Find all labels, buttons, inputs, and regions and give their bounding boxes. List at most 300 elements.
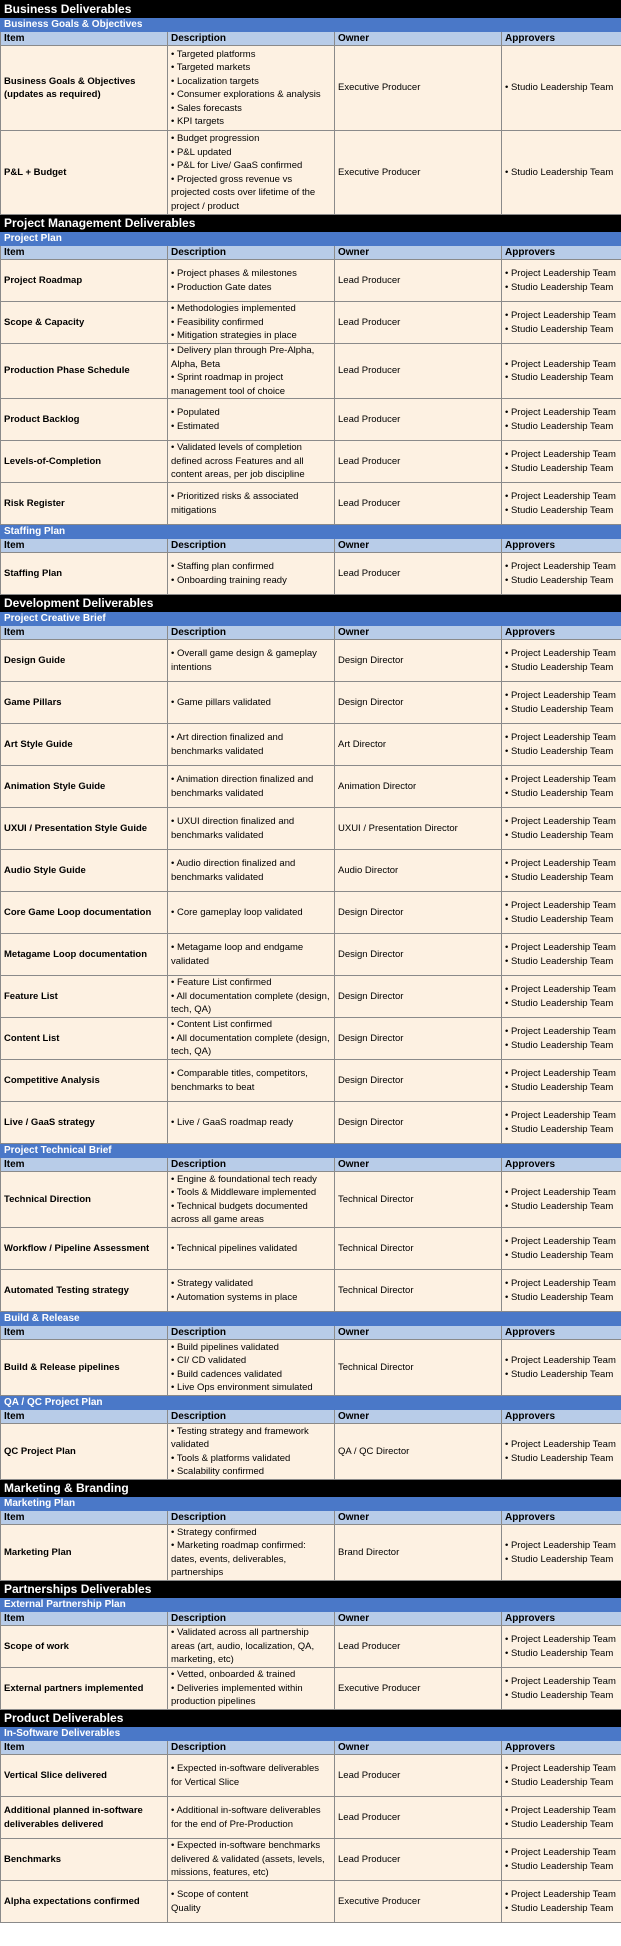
table-row: [1, 850, 621, 892]
owner-cell: Art Director: [335, 724, 502, 766]
approvers-cell: [502, 483, 621, 525]
table-row: [1, 399, 621, 441]
description-cell: [168, 260, 335, 302]
column-header-row: [1, 626, 621, 640]
item-cell: Content List: [1, 1018, 168, 1060]
description-cell: [168, 1626, 335, 1668]
subsection-title: QA / QC Project Plan: [1, 1396, 621, 1410]
owner-cell: Technical Director: [335, 1228, 502, 1270]
owner-cell: Technical Director: [335, 1340, 502, 1396]
approver-bullet: • Studio Leadership Team: [505, 281, 618, 295]
approver-bullet: • Project Leadership Team: [505, 1109, 618, 1123]
approver-bullet: • Project Leadership Team: [505, 1235, 618, 1249]
item-cell: Production Phase Schedule: [1, 344, 168, 399]
item-cell: P&L + Budget: [1, 131, 168, 215]
description-bullet: • Estimated: [171, 420, 331, 434]
subsection-title: External Partnership Plan: [1, 1598, 621, 1612]
table-row: [1, 1668, 621, 1710]
column-header-approvers: Approvers: [502, 32, 621, 46]
subsection-header-row: [1, 612, 621, 626]
owner-cell: Technical Director: [335, 1270, 502, 1312]
approver-bullet: • Studio Leadership Team: [505, 1452, 618, 1466]
table-row: [1, 808, 621, 850]
subsection-title: Project Creative Brief: [1, 612, 621, 626]
column-header-approvers: Approvers: [502, 626, 621, 640]
column-header-description: Description: [168, 626, 335, 640]
approver-bullet: • Studio Leadership Team: [505, 1776, 618, 1790]
approver-bullet: • Studio Leadership Team: [505, 574, 618, 588]
description-bullet: • All documentation complete (design, tech, QA): [171, 1032, 331, 1059]
description-bullet: • Scope of content: [171, 1888, 331, 1902]
column-header-approvers: Approvers: [502, 1326, 621, 1340]
approver-bullet: • Studio Leadership Team: [505, 829, 618, 843]
approver-bullet: • Studio Leadership Team: [505, 955, 618, 969]
subsection-header-row: [1, 1396, 621, 1410]
description-bullet: • Core gameplay loop validated: [171, 906, 331, 920]
column-header-description: Description: [168, 1158, 335, 1172]
column-header-owner: Owner: [335, 1511, 502, 1525]
description-bullet: • Production Gate dates: [171, 281, 331, 295]
approver-bullet: • Project Leadership Team: [505, 1633, 618, 1647]
description-cell: [168, 1172, 335, 1228]
table-row: [1, 260, 621, 302]
description-bullet: • Tools & platforms validated: [171, 1452, 331, 1466]
subsection-header-row: [1, 232, 621, 246]
table-row: [1, 724, 621, 766]
approver-bullet: • Studio Leadership Team: [505, 1902, 618, 1916]
section-header-row: [1, 595, 621, 612]
description-bullet: • Targeted markets: [171, 61, 331, 75]
column-header-row: [1, 1326, 621, 1340]
description-cell: [168, 1525, 335, 1581]
table-row: [1, 1797, 621, 1839]
table-row: [1, 441, 621, 483]
approver-bullet: • Project Leadership Team: [505, 899, 618, 913]
approver-bullet: • Project Leadership Team: [505, 358, 618, 372]
item-cell: Project Roadmap: [1, 260, 168, 302]
approver-bullet: • Project Leadership Team: [505, 1067, 618, 1081]
description-bullet: • P&L updated: [171, 146, 331, 160]
approvers-cell: [502, 808, 621, 850]
approver-bullet: • Project Leadership Team: [505, 647, 618, 661]
approver-bullet: • Studio Leadership Team: [505, 1081, 618, 1095]
item-cell: Core Game Loop documentation: [1, 892, 168, 934]
description-cell: [168, 344, 335, 399]
column-header-description: Description: [168, 1410, 335, 1424]
description-bullet: • Validated across all partnership areas (art, audio, localization, QA, marketing, etc): [171, 1626, 331, 1667]
column-header-owner: Owner: [335, 539, 502, 553]
approver-bullet: • Project Leadership Team: [505, 1804, 618, 1818]
subsection-title: Marketing Plan: [1, 1497, 621, 1511]
item-cell: Marketing Plan: [1, 1525, 168, 1581]
owner-cell: Animation Director: [335, 766, 502, 808]
item-cell: Staffing Plan: [1, 553, 168, 595]
approver-bullet: • Studio Leadership Team: [505, 913, 618, 927]
column-header-item: Item: [1, 246, 168, 260]
column-header-approvers: Approvers: [502, 1410, 621, 1424]
approver-bullet: • Project Leadership Team: [505, 490, 618, 504]
column-header-owner: Owner: [335, 1158, 502, 1172]
owner-cell: Lead Producer: [335, 399, 502, 441]
approver-bullet: • Studio Leadership Team: [505, 1291, 618, 1305]
approver-bullet: • Project Leadership Team: [505, 1354, 618, 1368]
owner-cell: Design Director: [335, 1060, 502, 1102]
owner-cell: Lead Producer: [335, 483, 502, 525]
section-header-row: [1, 1710, 621, 1727]
approver-bullet: • Studio Leadership Team: [505, 323, 618, 337]
description-bullet: • Expected in-software deliverables for Vertical Slice: [171, 1762, 331, 1789]
section-header-row: [1, 1480, 621, 1497]
description-bullet: • KPI targets: [171, 115, 331, 129]
column-header-row: [1, 1612, 621, 1626]
description-bullet: • Feasibility confirmed: [171, 316, 331, 330]
approver-bullet: • Studio Leadership Team: [505, 1039, 618, 1053]
approver-bullet: • Project Leadership Team: [505, 309, 618, 323]
description-bullet: • Scalability confirmed: [171, 1465, 331, 1479]
description-bullet: • Build pipelines validated: [171, 1341, 331, 1355]
description-bullet: • Sales forecasts: [171, 102, 331, 116]
owner-cell: Executive Producer: [335, 46, 502, 131]
owner-cell: UXUI / Presentation Director: [335, 808, 502, 850]
item-cell: Art Style Guide: [1, 724, 168, 766]
table-row: [1, 766, 621, 808]
approver-bullet: • Studio Leadership Team: [505, 420, 618, 434]
approver-bullet: • Studio Leadership Team: [505, 997, 618, 1011]
approvers-cell: [502, 1102, 621, 1144]
description-cell: [168, 302, 335, 344]
column-header-description: Description: [168, 539, 335, 553]
approver-bullet: • Project Leadership Team: [505, 267, 618, 281]
description-cell: [168, 682, 335, 724]
description-bullet: • Project phases & milestones: [171, 267, 331, 281]
column-header-description: Description: [168, 1326, 335, 1340]
table-row: [1, 1228, 621, 1270]
approver-bullet: • Project Leadership Team: [505, 983, 618, 997]
description-cell: [168, 724, 335, 766]
approvers-cell: [502, 640, 621, 682]
column-header-description: Description: [168, 32, 335, 46]
description-cell: [168, 553, 335, 595]
subsection-header-row: [1, 18, 621, 32]
approvers-cell: [502, 1881, 621, 1923]
approver-bullet: • Project Leadership Team: [505, 1186, 618, 1200]
column-header-approvers: Approvers: [502, 539, 621, 553]
column-header-row: [1, 1158, 621, 1172]
table-row: [1, 344, 621, 399]
column-header-row: [1, 539, 621, 553]
item-cell: Game Pillars: [1, 682, 168, 724]
description-bullet: • P&L for Live/ GaaS confirmed: [171, 159, 331, 173]
description-cell: [168, 1797, 335, 1839]
approver-bullet: • Project Leadership Team: [505, 1675, 618, 1689]
item-cell: Levels-of-Completion: [1, 441, 168, 483]
approver-bullet: • Studio Leadership Team: [505, 1860, 618, 1874]
description-bullet: • Comparable titles, competitors, benchmarks to beat: [171, 1067, 331, 1094]
approvers-cell: [502, 344, 621, 399]
approver-bullet: • Project Leadership Team: [505, 1888, 618, 1902]
subsection-header-row: [1, 1598, 621, 1612]
column-header-row: [1, 1511, 621, 1525]
description-bullet: • Engine & foundational tech ready: [171, 1173, 331, 1187]
description-cell: [168, 1881, 335, 1923]
table-row: [1, 640, 621, 682]
approver-bullet: • Project Leadership Team: [505, 731, 618, 745]
description-cell: [168, 1018, 335, 1060]
description-bullet: • Live / GaaS roadmap ready: [171, 1116, 331, 1130]
column-header-item: Item: [1, 626, 168, 640]
section-header-row: [1, 1, 621, 18]
approver-bullet: • Studio Leadership Team: [505, 504, 618, 518]
column-header-approvers: Approvers: [502, 1741, 621, 1755]
column-header-item: Item: [1, 1511, 168, 1525]
subsection-header-row: [1, 1497, 621, 1511]
description-bullet: • Consumer explorations & analysis: [171, 88, 331, 102]
description-cell: [168, 441, 335, 483]
approver-bullet: • Project Leadership Team: [505, 1025, 618, 1039]
owner-cell: Design Director: [335, 1102, 502, 1144]
owner-cell: Executive Producer: [335, 1668, 502, 1710]
approvers-cell: [502, 1060, 621, 1102]
owner-cell: Design Director: [335, 682, 502, 724]
approver-bullet: • Studio Leadership Team: [505, 1249, 618, 1263]
approvers-cell: [502, 553, 621, 595]
approvers-cell: [502, 682, 621, 724]
description-bullet: • Content List confirmed: [171, 1018, 331, 1032]
approvers-cell: [502, 260, 621, 302]
deliverables-table-body: [1, 1, 621, 1923]
description-cell: [168, 808, 335, 850]
item-cell: Competitive Analysis: [1, 1060, 168, 1102]
table-row: [1, 1018, 621, 1060]
column-header-row: [1, 1741, 621, 1755]
subsection-header-row: [1, 1312, 621, 1326]
description-bullet: • Populated: [171, 406, 331, 420]
table-row: [1, 1525, 621, 1581]
approvers-cell: [502, 302, 621, 344]
description-bullet: • Game pillars validated: [171, 696, 331, 710]
description-bullet: • Validated levels of completion defined across Features and all content areas, per job discipline: [171, 441, 331, 482]
approver-bullet: • Project Leadership Team: [505, 560, 618, 574]
description-bullet: • Strategy confirmed: [171, 1526, 331, 1540]
item-cell: Animation Style Guide: [1, 766, 168, 808]
item-cell: Risk Register: [1, 483, 168, 525]
approver-bullet: • Studio Leadership Team: [505, 661, 618, 675]
item-cell: Alpha expectations confirmed: [1, 1881, 168, 1923]
item-cell: Vertical Slice delivered: [1, 1755, 168, 1797]
column-header-item: Item: [1, 1741, 168, 1755]
approvers-cell: [502, 1228, 621, 1270]
description-cell: [168, 1270, 335, 1312]
column-header-description: Description: [168, 246, 335, 260]
description-bullet: • Sprint roadmap in project management tool of choice: [171, 371, 331, 398]
column-header-owner: Owner: [335, 1326, 502, 1340]
description-bullet: • CI/ CD validated: [171, 1354, 331, 1368]
approvers-cell: [502, 1270, 621, 1312]
description-cell: [168, 976, 335, 1018]
approvers-cell: [502, 1340, 621, 1396]
approver-bullet: • Project Leadership Team: [505, 773, 618, 787]
item-cell: Benchmarks: [1, 1839, 168, 1881]
column-header-row: [1, 1410, 621, 1424]
description-cell: [168, 483, 335, 525]
description-cell: [168, 934, 335, 976]
owner-cell: Lead Producer: [335, 1755, 502, 1797]
description-bullet: • All documentation complete (design, tech, QA): [171, 990, 331, 1017]
description-bullet: • Automation systems in place: [171, 1291, 331, 1305]
approver-bullet: • Studio Leadership Team: [505, 1818, 618, 1832]
item-cell: Business Goals & Objectives (updates as required): [1, 46, 168, 131]
approvers-cell: [502, 1626, 621, 1668]
table-row: [1, 976, 621, 1018]
approvers-cell: [502, 441, 621, 483]
column-header-item: Item: [1, 1410, 168, 1424]
approvers-cell: [502, 399, 621, 441]
approver-bullet: • Project Leadership Team: [505, 1539, 618, 1553]
approver-bullet: • Studio Leadership Team: [505, 871, 618, 885]
approvers-cell: [502, 892, 621, 934]
table-row: [1, 1626, 621, 1668]
description-bullet: • Targeted platforms: [171, 48, 331, 62]
column-header-row: [1, 32, 621, 46]
description-bullet: • Budget progression: [171, 132, 331, 146]
column-header-description: Description: [168, 1612, 335, 1626]
approvers-cell: [502, 1668, 621, 1710]
approvers-cell: [502, 131, 621, 215]
section-title: Product Deliverables: [1, 1710, 621, 1727]
approver-bullet: • Studio Leadership Team: [505, 1553, 618, 1567]
description-bullet: • Expected in-software benchmarks delivered & validated (assets, levels, missions, features, etc): [171, 1839, 331, 1880]
approver-bullet: • Project Leadership Team: [505, 857, 618, 871]
column-header-approvers: Approvers: [502, 1612, 621, 1626]
column-header-item: Item: [1, 32, 168, 46]
description-bullet: • Feature List confirmed: [171, 976, 331, 990]
column-header-item: Item: [1, 1612, 168, 1626]
section-header-row: [1, 215, 621, 232]
owner-cell: Lead Producer: [335, 344, 502, 399]
subsection-title: Business Goals & Objectives: [1, 18, 621, 32]
owner-cell: Design Director: [335, 1018, 502, 1060]
description-bullet: • Audio direction finalized and benchmarks validated: [171, 857, 331, 884]
section-title: Business Deliverables: [1, 1, 621, 18]
item-cell: External partners implemented: [1, 1668, 168, 1710]
owner-cell: Technical Director: [335, 1172, 502, 1228]
approver-bullet: • Studio Leadership Team: [505, 1200, 618, 1214]
owner-cell: Lead Producer: [335, 553, 502, 595]
section-title: Partnerships Deliverables: [1, 1581, 621, 1598]
approvers-cell: [502, 976, 621, 1018]
description-cell: [168, 1668, 335, 1710]
approver-bullet: • Project Leadership Team: [505, 689, 618, 703]
item-cell: Automated Testing strategy: [1, 1270, 168, 1312]
approvers-cell: [502, 934, 621, 976]
subsection-header-row: [1, 1727, 621, 1741]
table-row: [1, 553, 621, 595]
description-bullet: • UXUI direction finalized and benchmarks validated: [171, 815, 331, 842]
item-cell: Live / GaaS strategy: [1, 1102, 168, 1144]
item-cell: QC Project Plan: [1, 1424, 168, 1480]
section-title: Marketing & Branding: [1, 1480, 621, 1497]
description-cell: [168, 850, 335, 892]
subsection-header-row: [1, 525, 621, 539]
item-cell: Scope & Capacity: [1, 302, 168, 344]
approvers-cell: [502, 1839, 621, 1881]
description-bullet: • Prioritized risks & associated mitigations: [171, 490, 331, 517]
approver-bullet: • Studio Leadership Team: [505, 371, 618, 385]
item-cell: Build & Release pipelines: [1, 1340, 168, 1396]
item-cell: Feature List: [1, 976, 168, 1018]
column-header-owner: Owner: [335, 246, 502, 260]
description-bullet: • Build cadences validated: [171, 1368, 331, 1382]
table-row: [1, 46, 621, 131]
table-row: [1, 302, 621, 344]
description-cell: [168, 1228, 335, 1270]
owner-cell: Lead Producer: [335, 1797, 502, 1839]
owner-cell: QA / QC Director: [335, 1424, 502, 1480]
column-header-item: Item: [1, 1326, 168, 1340]
description-bullet: • Delivery plan through Pre-Alpha, Alpha, Beta: [171, 344, 331, 371]
approver-bullet: • Project Leadership Team: [505, 1277, 618, 1291]
owner-cell: Lead Producer: [335, 302, 502, 344]
description-bullet: • Testing strategy and framework validated: [171, 1425, 331, 1452]
description-cell: [168, 1755, 335, 1797]
approver-bullet: • Studio Leadership Team: [505, 1368, 618, 1382]
table-row: [1, 1270, 621, 1312]
item-cell: UXUI / Presentation Style Guide: [1, 808, 168, 850]
description-cell: [168, 46, 335, 131]
approver-bullet: • Project Leadership Team: [505, 1846, 618, 1860]
item-cell: Audio Style Guide: [1, 850, 168, 892]
table-row: [1, 892, 621, 934]
table-row: [1, 1881, 621, 1923]
owner-cell: Design Director: [335, 892, 502, 934]
description-bullet: • Projected gross revenue vs projected costs over lifetime of the project / product: [171, 173, 331, 214]
subsection-title: Build & Release: [1, 1312, 621, 1326]
table-row: [1, 1340, 621, 1396]
subsection-header-row: [1, 1144, 621, 1158]
section-title: Project Management Deliverables: [1, 215, 621, 232]
description-continuation: Quality: [171, 1902, 201, 1914]
item-cell: Product Backlog: [1, 399, 168, 441]
approvers-cell: [502, 1525, 621, 1581]
owner-cell: Lead Producer: [335, 1839, 502, 1881]
column-header-owner: Owner: [335, 626, 502, 640]
owner-cell: Design Director: [335, 640, 502, 682]
approver-bullet: • Studio Leadership Team: [505, 81, 618, 95]
column-header-owner: Owner: [335, 32, 502, 46]
approvers-cell: [502, 1797, 621, 1839]
item-cell: Design Guide: [1, 640, 168, 682]
approver-bullet: • Project Leadership Team: [505, 406, 618, 420]
description-bullet: • Animation direction finalized and benchmarks validated: [171, 773, 331, 800]
approvers-cell: [502, 1424, 621, 1480]
table-row: [1, 1060, 621, 1102]
description-cell: [168, 131, 335, 215]
description-cell: [168, 640, 335, 682]
approvers-cell: [502, 766, 621, 808]
approver-bullet: • Project Leadership Team: [505, 1762, 618, 1776]
owner-cell: Design Director: [335, 976, 502, 1018]
description-cell: [168, 1839, 335, 1881]
description-cell: [168, 892, 335, 934]
section-title: Development Deliverables: [1, 595, 621, 612]
column-header-item: Item: [1, 539, 168, 553]
description-bullet: • Localization targets: [171, 75, 331, 89]
table-row: [1, 682, 621, 724]
description-bullet: • Technical pipelines validated: [171, 1242, 331, 1256]
owner-cell: Lead Producer: [335, 441, 502, 483]
item-cell: Technical Direction: [1, 1172, 168, 1228]
item-cell: Workflow / Pipeline Assessment: [1, 1228, 168, 1270]
